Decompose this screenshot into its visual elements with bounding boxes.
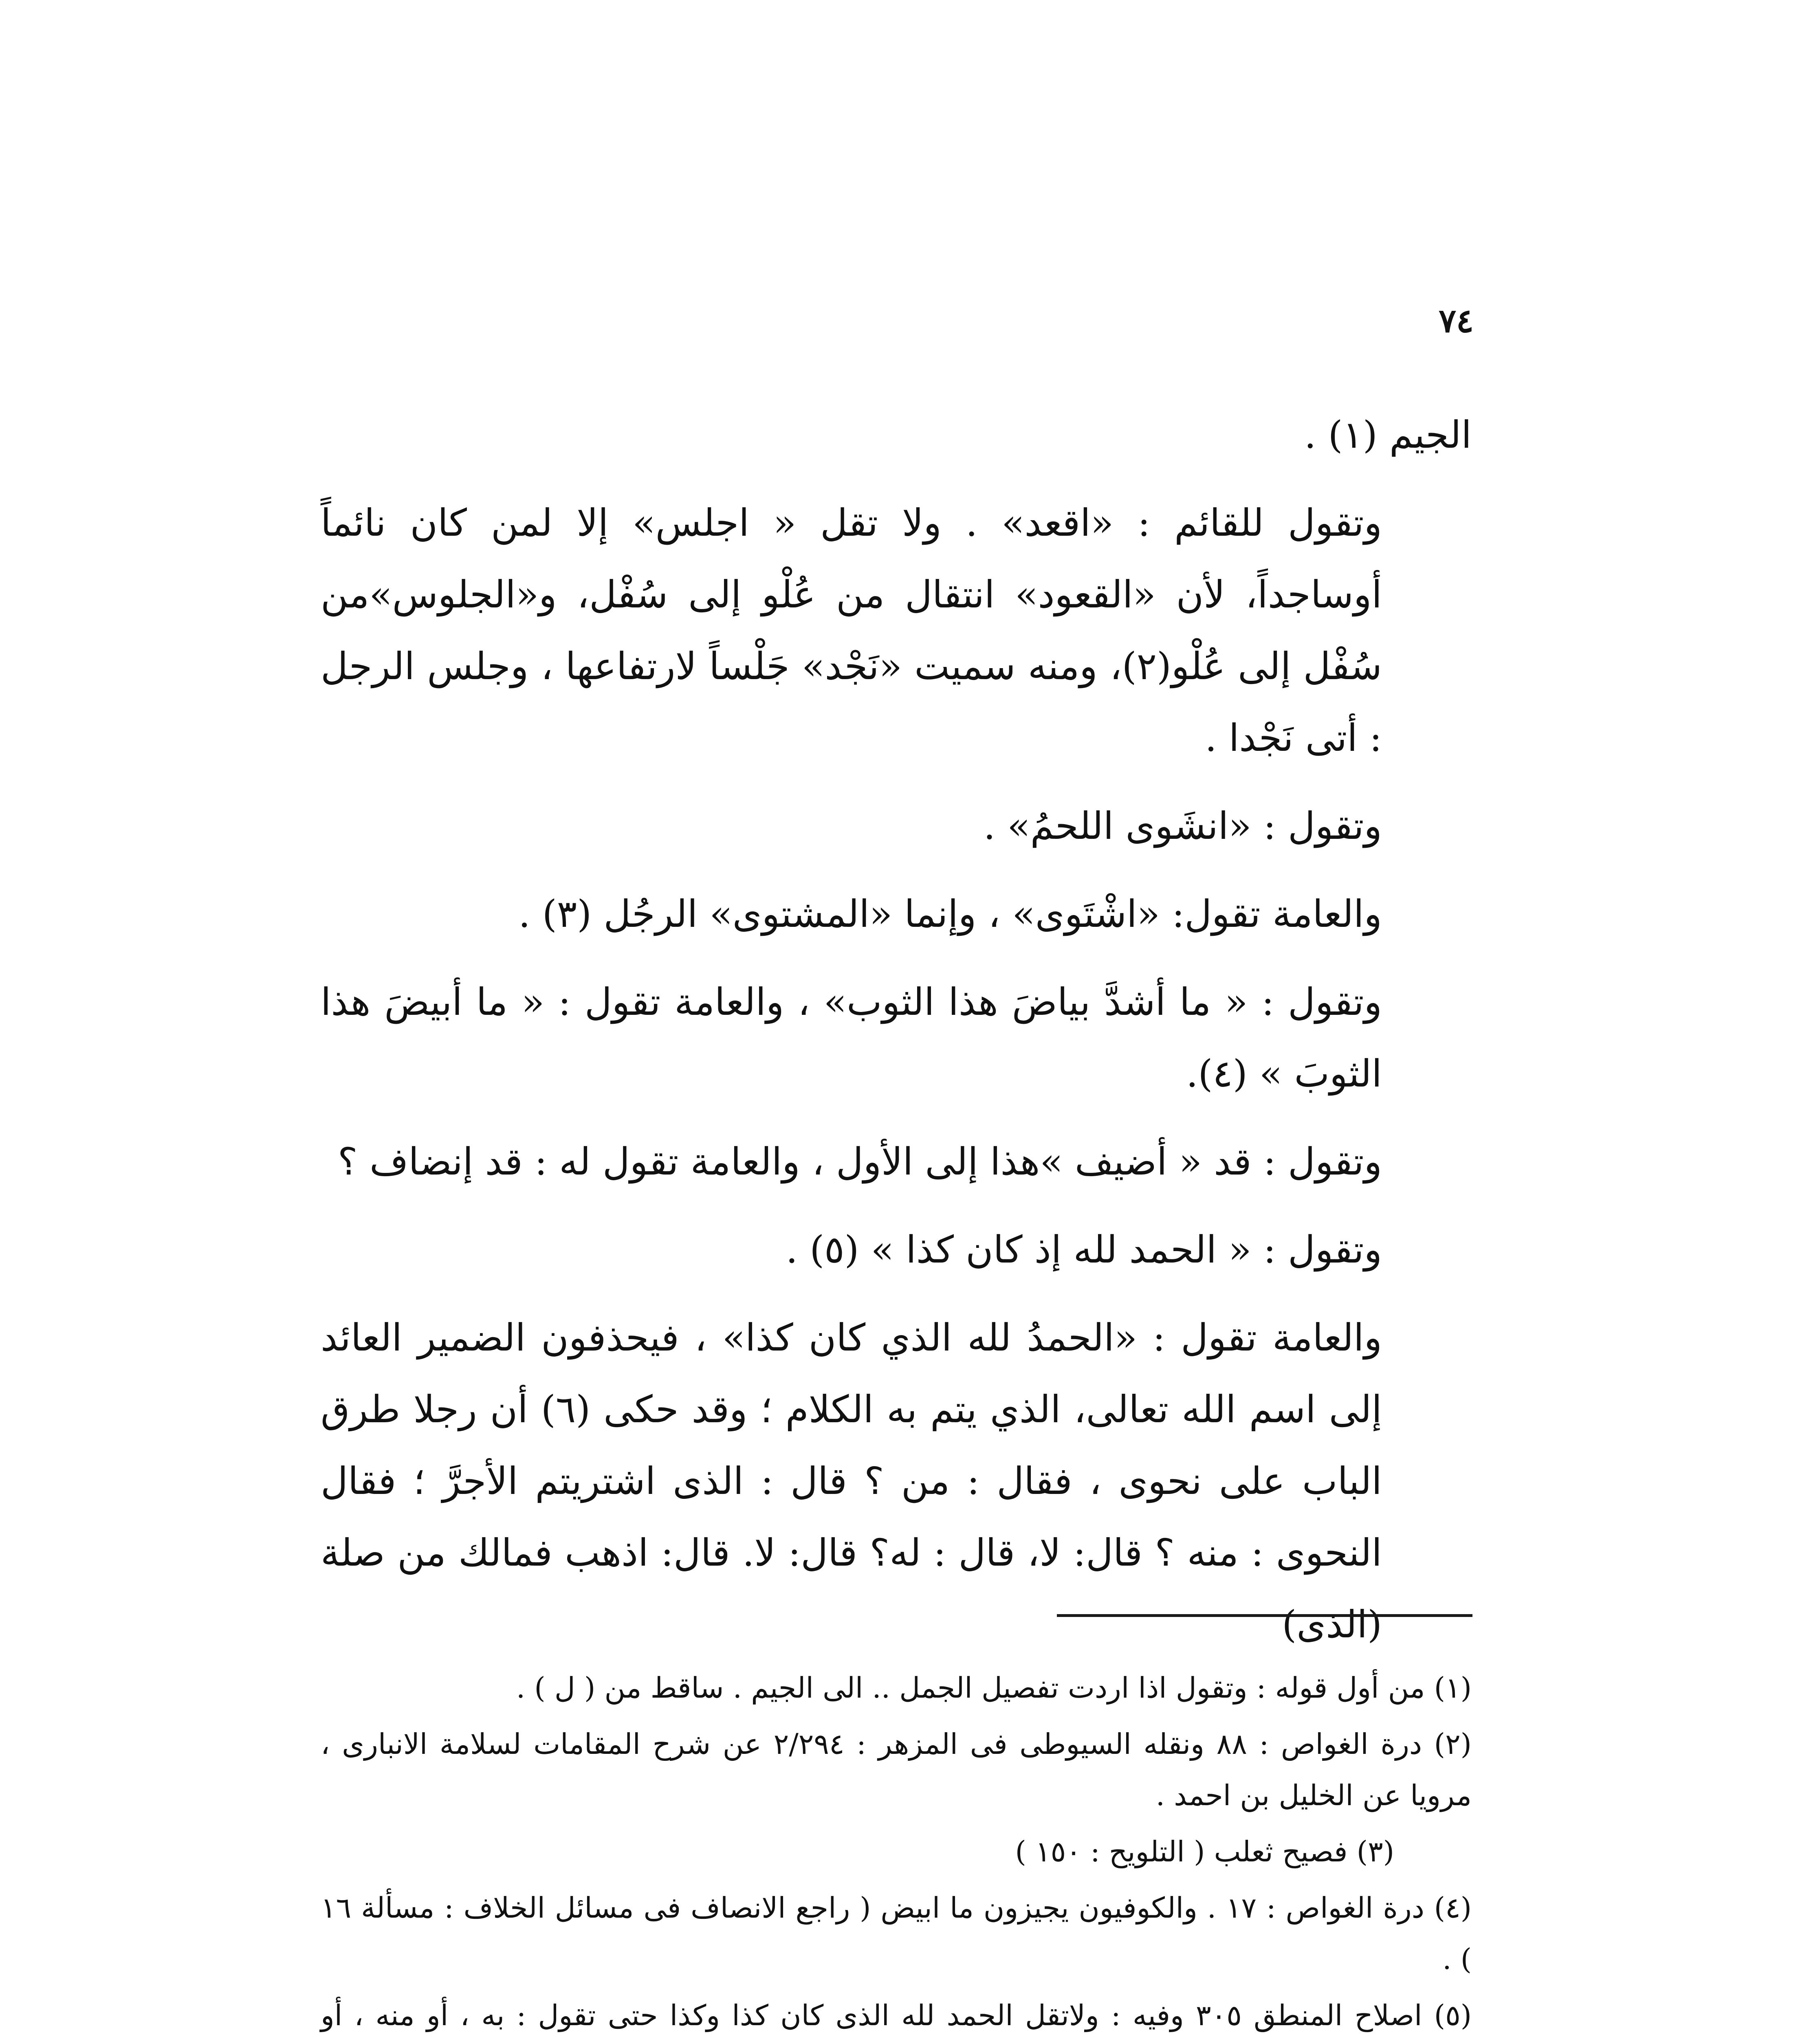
paragraph: والعامة تقول : «الحمدُ لله الذي كان كذا» ، فيحذفون الضمير العائد إلى اسم الله تعالى، الذي يتم به الكلام ؛ وقد حكى (٦) أن رجلا طرق الباب على نحوى ، فقال : من ؟ قال : الذى اشتريتم الأجرَّ ؛ فقال النحوى : منه ؟ قال: لا، قال : له؟ قال: لا. قال: اذهب فمالك من صلة (الذى): [321, 1316, 1382, 1646]
footnote: (٤) درة الغواص : ١٧ . والكوفيون يجيزون ما ابيض ( راجع الانصاف فى مسائل الخلاف : مسألة ١٦ ) .: [321, 1891, 1472, 1976]
footnotes: [321, 1662, 1472, 2037]
footnote: (٢) درة الغواص : ٨٨ ونقله السيوطى فى المزهر : ٢/٢٩٤ عن شرح المقامات لسلامة الانبارى ، مرويا عن الخليل بن احمد .: [321, 1727, 1472, 1812]
main-text: [321, 399, 1472, 1677]
paragraph: وتقول للقائم : «اقعد» . ولا تقل « اجلس» إلا لمن كان نائماً أوساجداً، لأن «القعود» انتقال من عُلْو إلى سُفْل، و«الجلوس»من سُفْل إلى عُلْو(٢)، ومنه سميت «نَجْد» جَلْساً لارتفاعها ، وجلس الرجل : أتى نَجْدا .: [321, 501, 1382, 760]
paragraph: وتقول : « الحمد لله إذ كان كذا » (٥) .: [786, 1228, 1382, 1271]
footnote: (٣) فصيح ثعلب ( التلويح : ١٥٠ ): [1015, 1835, 1394, 1868]
page-number: ٧٤: [1439, 301, 1474, 340]
footnote: (٥) اصلاح المنطق ٣٠٥ وفيه : ولاتقل الحمد لله الذى كان كذا وكذا حتى تقول : به ، أو منه ، أو: [321, 1999, 1472, 2032]
paragraph: وتقول : « ما أشدَّ بياضَ هذا الثوب» ، والعامة تقول : « ما أبيضَ هذا الثوبَ » (٤).: [321, 980, 1382, 1095]
footnote: (١) من أول قوله : وتقول اذا اردت تفصيل الجمل .. الى الجيم . ساقط من ( ل ) .: [516, 1671, 1472, 1705]
paragraph: الجيم (١) .: [1304, 413, 1472, 457]
paragraph: وتقول : «انشَوى اللحمُ» .: [983, 804, 1382, 848]
paragraph: وتقول : قد « أضيف »هذا إلى الأول ، والعامة تقول له : قد إنضاف ؟: [337, 1140, 1382, 1183]
paragraph: والعامة تقول: «اشْتَوى» ، وإنما «المشتوى» الرجُل (٣) .: [518, 892, 1382, 936]
footnote-divider: [1057, 1614, 1472, 1617]
